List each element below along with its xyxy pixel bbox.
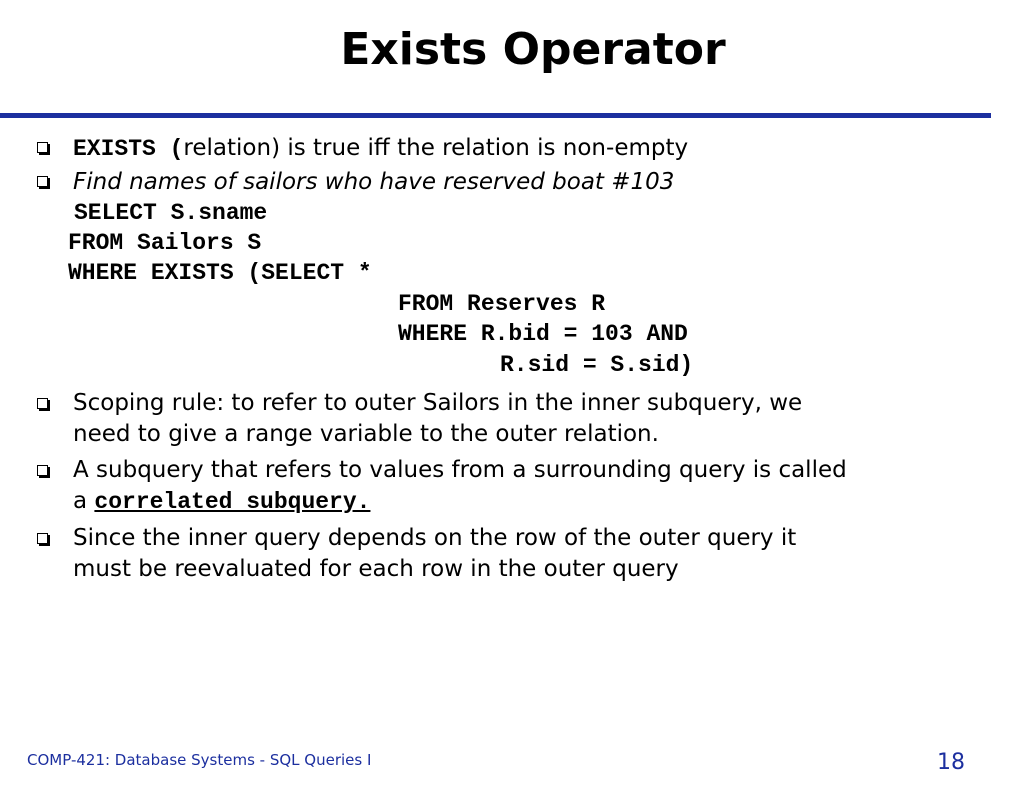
- footer-course-label: COMP-421: Database Systems - SQL Queries I: [27, 751, 372, 769]
- exists-keyword: EXISTS (: [73, 136, 184, 162]
- title-divider: [0, 113, 991, 118]
- bullet-example-prompt: Find names of sailors who have reserved boat #103: [73, 169, 675, 195]
- bullet-scoping-line-2: need to give a range variable to the outer relation.: [73, 421, 659, 447]
- bullet-scoping-line-1: Scoping rule: to refer to outer Sailors in the inner subquery, we: [73, 390, 803, 416]
- square-bullet-icon: [37, 176, 49, 188]
- correlated-prefix: a: [73, 488, 95, 514]
- sql-line-select: SELECT S.sname: [74, 200, 268, 226]
- bullet-reevaluate-line-1: Since the inner query depends on the row of the outer query it: [73, 525, 797, 551]
- square-bullet-icon: [37, 142, 49, 154]
- square-bullet-icon: [37, 398, 49, 410]
- exists-definition-text: relation) is true iff the relation is non-empty: [183, 135, 689, 161]
- sql-line-subquery-and: R.sid = S.sid): [500, 352, 694, 378]
- slide-title: Exists Operator: [340, 24, 726, 75]
- square-bullet-icon: [37, 465, 49, 477]
- sql-line-subquery-where: WHERE R.bid = 103 AND: [398, 321, 688, 347]
- sql-line-subquery-from: FROM Reserves R: [398, 291, 606, 317]
- square-bullet-icon: [37, 533, 49, 545]
- bullet-exists-definition: [73, 133, 688, 164]
- sql-line-where: WHERE EXISTS (SELECT *: [68, 260, 372, 286]
- bullet-reevaluate-line-2: must be reevaluated for each row in the outer query: [73, 556, 679, 582]
- footer-page-number: 18: [937, 750, 965, 775]
- correlated-subquery-term: correlated subquery.: [94, 489, 371, 515]
- sql-line-from: FROM Sailors S: [68, 230, 262, 256]
- bullet-correlated-line-1: A subquery that refers to values from a surrounding query is called: [73, 457, 847, 483]
- bullet-correlated-line-2: [73, 486, 370, 517]
